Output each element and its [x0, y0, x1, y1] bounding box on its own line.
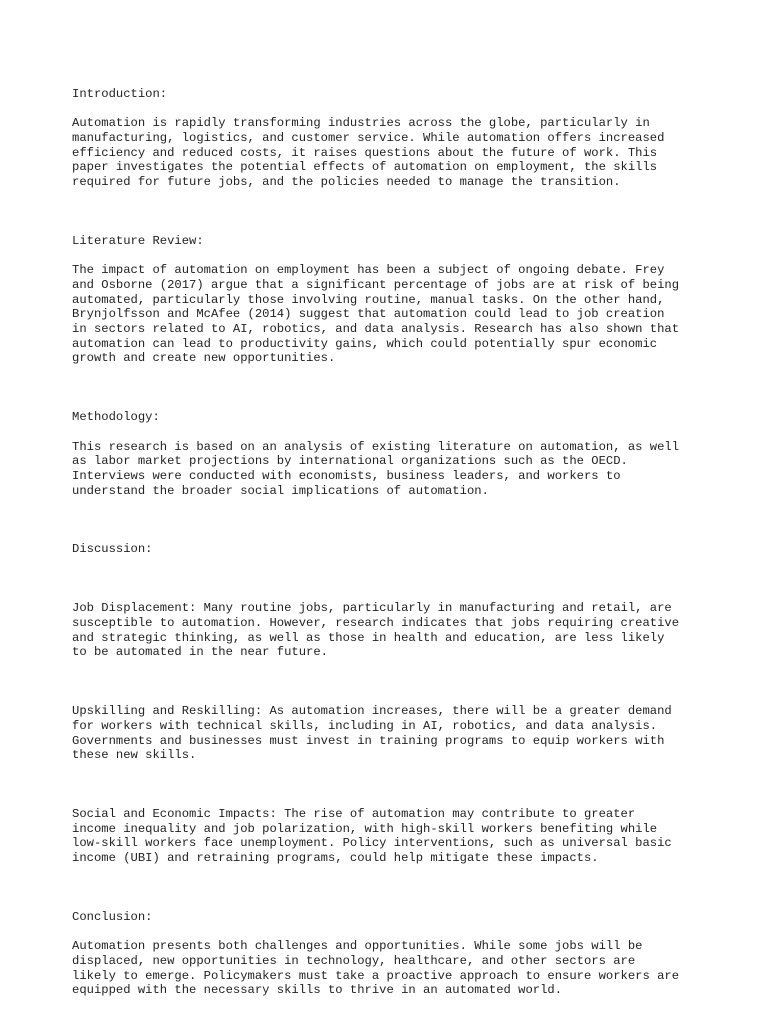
literature-review-section [72, 219, 712, 381]
literature-review-text: The impact of automation on employment has been a subject of ongoing debate. Frey and Osborne (2017) argue that a significant percentage of jobs are at risk of being automated, particularly those involving routine, manual tasks. On the other hand, Brynjolfsson and McAfee (2014) suggest that automation could lead to job creation in sectors related to AI, robotics, and data analysis. Research has also shown that automation can lead to productivity gains, which could potentially spur economic growth and create new opportunities. [72, 263, 680, 366]
literature-review-heading: Literature Review: [72, 233, 204, 248]
conclusion-section [72, 895, 712, 1013]
conclusion-text: Automation presents both challenges and opportunities. While some jobs will be displaced, new opportunities in technology, healthcare, and other sectors are likely to emerge. Policymakers must take a proactive approach to ensure workers are equipped with the necessary skills to thrive in an automated world. [72, 939, 680, 998]
introduction-heading: Introduction: [72, 86, 168, 101]
introduction-section [72, 72, 712, 204]
upskilling-paragraph [72, 689, 712, 777]
methodology-heading: Methodology: [72, 410, 160, 425]
social-economic-paragraph [72, 792, 712, 880]
document-page [72, 72, 712, 1028]
job-displacement-paragraph [72, 587, 712, 675]
discussion-heading: Discussion: [72, 542, 153, 557]
job-displacement-text: Job Displacement: Many routine jobs, particularly in manufacturing and retail, are susceptible to automation. However, research indicates that jobs requiring creative and strategic thinking, as well as those in health and education, are less likely to be automated in the near future. [72, 601, 680, 660]
social-economic-text: Social and Economic Impacts: The rise of automation may contribute to greater income inequality and job polarization, with high-skill workers benefiting while low-skill workers face unemployment. Policy interventions, such as universal basic income (UBI) and retraining programs, could help mitigate these impacts. [72, 807, 672, 866]
upskilling-text: Upskilling and Reskilling: As automation increases, there will be a greater demand for workers with technical skills, including in AI, robotics, and data analysis. Governments and businesses must invest in training programs to equip workers with these new skills. [72, 704, 672, 763]
conclusion-heading: Conclusion: [72, 909, 153, 924]
discussion-heading-block [72, 528, 712, 572]
methodology-text: This research is based on an analysis of existing literature on automation, as well as labor market projections by international organizations such as the OECD. Interviews were conducted with economists, business leaders, and workers to understand the broader social implications of automation. [72, 439, 680, 498]
introduction-text: Automation is rapidly transforming industries across the globe, particularly in manufacturing, logistics, and customer service. While automation offers increased efficiency and reduced costs, it raises questions about the future of work. This paper investigates the potential effects of automation on employment, the skills required for future jobs, and the policies needed to manage the transition. [72, 116, 665, 189]
methodology-section [72, 395, 712, 513]
